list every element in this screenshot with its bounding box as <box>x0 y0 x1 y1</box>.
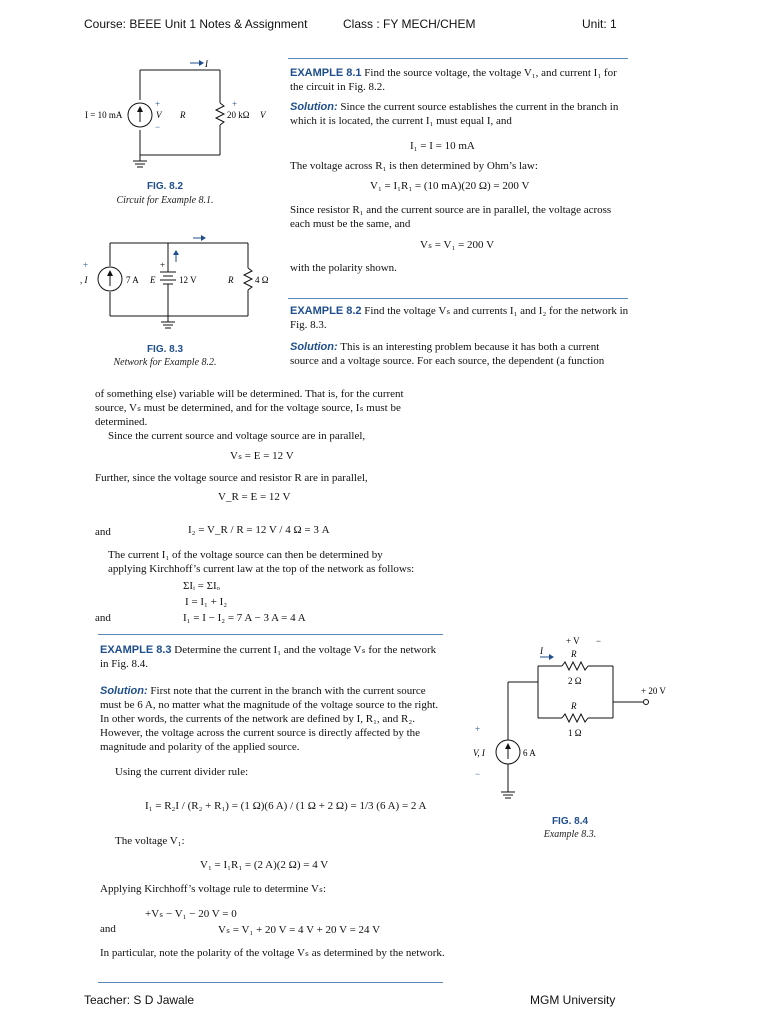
fig-8-2-current-label: I = 10 mA <box>85 110 123 120</box>
ex83-p3: The voltage V₁: <box>115 835 185 847</box>
ex81-p2: The voltage across R₁ is then determined by Ohm’s law: <box>290 160 538 172</box>
ex81-solution-text: Since the current source establishes the current in the branch in which it is located, the current I₁ must equal I, and <box>290 101 619 127</box>
fig-8-4-minus: − <box>475 769 481 779</box>
fig-8-4-r1-value: 2 Ω <box>568 676 582 686</box>
ex83-eq2: V₁ = I₁R₁ = (2 A)(2 Ω) = 4 V <box>200 859 329 871</box>
fig-8-3-plus: + <box>83 260 89 270</box>
ex83-solution-text: First note that the current in the branch with the current source must be 6 A, no matter what the magnitude of the voltage source to the right. In other words, the currents of the network are defined by I, R₁, and R₂. However, the voltage across the current source is directly affected by the magnitude and polarity of the applied source. <box>100 685 439 753</box>
fig-8-4-plus: + <box>475 724 481 734</box>
ex82-eq1: Vₛ = E = 12 V <box>230 450 294 462</box>
ex82-eq4: ΣIᵢ = ΣIₒ <box>183 580 220 592</box>
fig-8-2-r-value: 20 kΩ <box>227 110 250 120</box>
ex81-title: EXAMPLE 8.1 <box>290 67 362 79</box>
ex83-p2: Using the current divider rule: <box>115 766 249 778</box>
ex81-title-text: Find the source voltage, the voltage V₁, and current I₁ for the circuit in Fig. 8.2. <box>290 67 617 93</box>
fig-8-3-src-label: 7 A <box>126 275 139 285</box>
fig-8-3-e-plus: + <box>160 260 166 270</box>
rule-ex81 <box>288 58 628 59</box>
fig-8-2-plus-right: + <box>232 99 238 109</box>
ex82-p1: Since the current source and voltage source are in parallel, <box>108 430 366 442</box>
header-class: Class : FY MECH/CHEM <box>343 17 476 31</box>
ex81-eq3: Vₛ = V₁ = 200 V <box>420 239 495 251</box>
fig-8-3-circuit <box>78 228 278 338</box>
ex81-solution-label: Solution: <box>290 101 338 113</box>
ex83-title-block <box>100 643 445 671</box>
ex82-solution-label: Solution: <box>290 341 338 353</box>
fig-8-3-caption: FIG. 8.3 <box>146 344 184 355</box>
fig-8-4-v1-polarity: + V <box>566 636 580 646</box>
rule-ex83 <box>98 634 443 635</box>
fig-8-3-r-label: R <box>228 275 234 285</box>
fig-8-4-vs-i: V, I <box>473 748 485 758</box>
ex82-eq6: I₁ = I − I₂ = 7 A − 3 A = 4 A <box>183 612 306 624</box>
ex81-solution <box>290 100 630 128</box>
fig-8-3-subtitle: Network for Example 8.2. <box>113 357 217 368</box>
header-course: Course: BEEE Unit 1 Notes & Assignment <box>84 17 308 31</box>
header-unit: Unit: 1 <box>582 17 617 31</box>
fig-8-4-r2-value: 1 Ω <box>568 728 582 738</box>
fig-8-2-r-label: R <box>180 110 186 120</box>
fig-8-2-vs-label: V <box>156 110 162 120</box>
fig-8-3-r-value: 4 Ω <box>255 275 269 285</box>
ex81-eq2: V₁ = I₁R₁ = (10 mA)(20 Ω) = 200 V <box>370 180 530 192</box>
ex83-and1: and <box>100 923 116 935</box>
ex83-p4: Applying Kirchhoff’s voltage rule to determine Vₛ: <box>100 883 327 895</box>
ex83-eq4: Vₛ = V₁ + 20 V = 4 V + 20 V = 24 V <box>218 924 381 936</box>
fig-8-4-r2-label: R <box>571 701 577 711</box>
ex82-and1: and <box>95 526 111 538</box>
fig-8-4-r1-label: R <box>571 649 577 659</box>
ex81-eq1: I₁ = I = 10 mA <box>410 140 475 152</box>
fig-8-4-caption: FIG. 8.4 <box>551 816 589 827</box>
ex83-title-text: Determine the current I₁ and the voltage Vₛ for the network in Fig. 8.4. <box>100 644 437 670</box>
ex82-and2: and <box>95 612 111 624</box>
fig-8-3-e-label: E <box>150 275 156 285</box>
ex82-title-text: Find the voltage Vₛ and currents I₁ and I₂ for the network in Fig. 8.3. <box>290 305 629 331</box>
ex83-eq1: I₁ = R₂I / (R₂ + R₁) = (1 Ω)(6 A) / (1 Ω + 2 Ω) = 1/3 (6 A) = 2 A <box>145 800 427 812</box>
ex83-solution <box>100 684 445 754</box>
fig-8-3-e-value: 12 V <box>179 275 197 285</box>
ex82-title-block <box>290 304 630 332</box>
ex83-title: EXAMPLE 8.3 <box>100 644 172 656</box>
footer-university: MGM University <box>530 993 616 1007</box>
fig-8-2-minus-left: − <box>155 122 161 132</box>
fig-8-4-v1-minus: − <box>596 636 602 646</box>
ex81-p4: with the polarity shown. <box>290 262 397 274</box>
ex82-p3: The current I₁ of the voltage source can then be determined by applying Kirchhoff’s current law at the top of the network as follows: <box>108 549 415 575</box>
rule-ex83-bottom <box>98 982 443 983</box>
fig-8-4-src-value: 6 A <box>523 748 536 758</box>
fig-8-4-i1-label: I <box>540 646 543 656</box>
ex83-eq3: +Vₛ − V₁ − 20 V = 0 <box>145 908 237 920</box>
ex82-eq2: V_R = E = 12 V <box>218 491 291 503</box>
fig-8-4-subtitle: Example 8.3. <box>543 829 597 840</box>
ex82-solution <box>290 340 630 368</box>
ex82-p2: Further, since the voltage source and resistor R are in parallel, <box>95 472 368 484</box>
ex82-eq3: I₂ = V_R / R = 12 V / 4 Ω = 3 A <box>188 524 330 536</box>
ex83-p5: In particular, note the polarity of the voltage Vₛ as determined by the network. <box>100 947 445 959</box>
ex82-solution-text: This is an interesting problem because it has both a current source and a voltage source. For each source, the dependent (a function <box>290 341 605 367</box>
ex81-title-block <box>290 66 630 94</box>
ex83-solution-label: Solution: <box>100 685 148 697</box>
fig-8-2-v1-label: V <box>260 110 266 120</box>
fig-8-3-vs-i: , I <box>80 275 88 285</box>
fig-8-2-circuit <box>80 55 280 175</box>
ex82-continued: of something else) variable will be determined. That is, for the current source, Vₛ must be determined, and for the voltage source, Iₛ must be determined. <box>95 388 404 428</box>
fig-8-2-subtitle: Circuit for Example 8.1. <box>116 195 214 206</box>
fig-8-2-plus-left: + <box>155 99 161 109</box>
ex82-title: EXAMPLE 8.2 <box>290 305 362 317</box>
fig-8-2-i1-label: I <box>205 59 208 69</box>
fig-8-4-circuit <box>468 632 693 812</box>
rule-ex82 <box>288 298 628 299</box>
fig-8-4-v-supply: + 20 V <box>641 686 666 696</box>
footer-teacher: Teacher: S D Jawale <box>84 993 195 1007</box>
ex82-eq5: I = I₁ + I₂ <box>185 596 228 608</box>
fig-8-2-caption: FIG. 8.2 <box>146 181 184 192</box>
ex81-p3: Since resistor R₁ and the current source are in parallel, the voltage across each must be the same, and <box>290 204 612 230</box>
